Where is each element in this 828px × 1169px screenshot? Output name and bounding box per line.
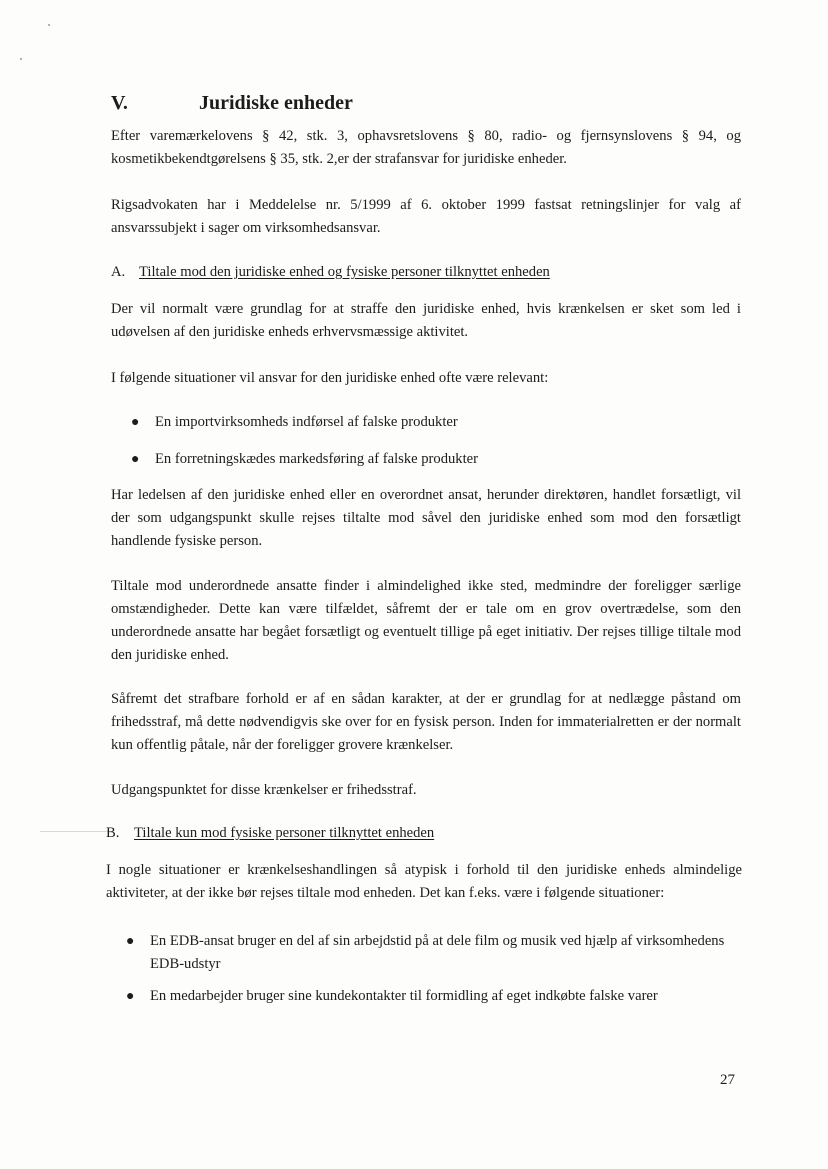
- subsection-a-letter: A.: [111, 264, 126, 280]
- scan-speck: [48, 24, 50, 26]
- subsection-b-heading: [106, 823, 434, 843]
- section-b-paragraph-1: I nogle situationer er krænkelseshandlingen så atypisk i forhold til den juridiske enheds almindelige aktiviteter, at der ikke bør rejses tiltale mod enheden. Det kan f.eks. være i følgende situationer:: [106, 862, 742, 901]
- subsection-b-letter: B.: [106, 825, 120, 841]
- section-a-paragraph-5: Såfremt det strafbare forhold er af en sådan karakter, at der er grundlag for at nedlægge påstand om frihedsstraf, må dette nødvendigvis ske over for en fysisk person. Inden for immaterialretten er der normalt kun offentlig påtale, når der foreligger grovere krænkelser.: [111, 691, 741, 753]
- list-item-text: En medarbejder bruger sine kundekontakter til formidling af eget indkøbte falske varer: [150, 988, 658, 1004]
- list-item-text: En EDB-ansat bruger en del af sin arbejdstid på at dele film og musik ved hjælp af virksomhedens EDB-udstyr: [150, 933, 725, 972]
- intro-paragraph-2: Rigsadvokaten har i Meddelelse nr. 5/1999 af 6. oktober 1999 fastsat retningslinjer for valg af ansvarssubjekt i sager om virksomhedsansvar.: [111, 197, 741, 236]
- section-a-paragraph-3: Har ledelsen af den juridiske enhed eller en overordnet ansat, herunder direktøren, handlet forsætligt, vil der som udgangspunkt skulle rejses tiltalte mod såvel den juridiske enhed som mod den forsætligt handlende fysiske person.: [111, 487, 741, 549]
- bullet-icon: ●: [126, 989, 135, 1004]
- list-item-text: En forretningskædes markedsføring af falske produkter: [155, 451, 478, 467]
- scan-artifact-line: [40, 831, 110, 832]
- subsection-a-title: Tiltale mod den juridiske enhed og fysiske personer tilknyttet enheden: [139, 264, 550, 280]
- page-number: 27: [720, 1072, 735, 1088]
- bullet-icon: ●: [131, 452, 140, 467]
- subsection-a-heading: [111, 262, 550, 282]
- section-title: Juridiske enheder: [199, 92, 353, 114]
- section-a-paragraph-4: Tiltale mod underordnede ansatte finder i almindelighed ikke sted, medmindre der foreligger særlige omstændigheder. Dette kan være tilfældet, såfremt der er tale om en grov overtrædelse, som den underordnede ansatte har begået forsætligt og eventuelt tillige på eget initiativ. Der rejses tillige tiltale mod den juridiske enhed.: [111, 578, 741, 663]
- section-number: V.: [111, 92, 128, 114]
- scan-speck: [20, 58, 22, 60]
- section-a-paragraph-1: Der vil normalt være grundlag for at straffe den juridiske enhed, hvis krænkelsen er sket som led i udøvelsen af den juridiske enheds erhvervsmæssige aktivitet.: [111, 301, 741, 340]
- list-item-text: En importvirksomheds indførsel af falske produkter: [155, 414, 458, 430]
- section-a-paragraph-6: Udgangspunktet for disse krænkelser er frihedsstraf.: [111, 782, 417, 798]
- intro-paragraph-1: Efter varemærkelovens § 42, stk. 3, ophavsretslovens § 80, radio- og fjernsynslovens § 94, og kosmetikbekendtgørelsens § 35, stk. 2,er der strafansvar for juridiske enheder.: [111, 128, 741, 167]
- subsection-b-title: Tiltale kun mod fysiske personer tilknyttet enheden: [134, 825, 435, 841]
- section-heading: [111, 90, 353, 116]
- bullet-icon: ●: [131, 415, 140, 430]
- bullet-icon: ●: [126, 934, 135, 949]
- section-a-paragraph-2: I følgende situationer vil ansvar for den juridiske enhed ofte være relevant:: [111, 370, 549, 386]
